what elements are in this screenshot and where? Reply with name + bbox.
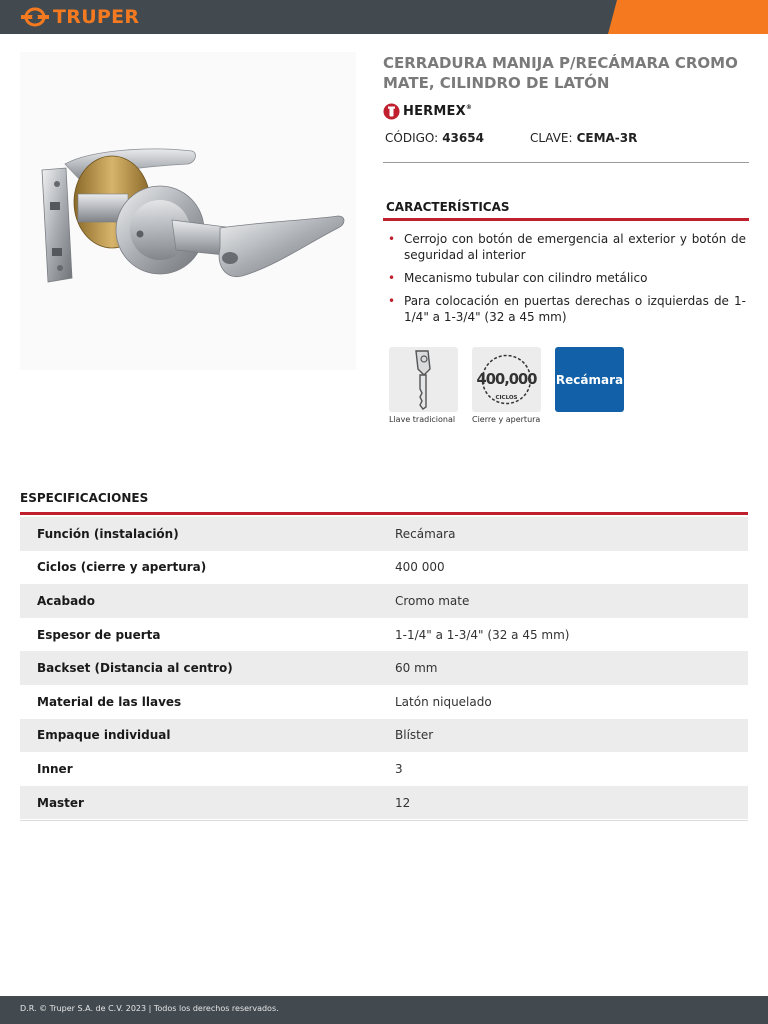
key-icon — [389, 347, 458, 412]
cycles-sub: CICLOS — [495, 395, 518, 401]
badge-traditional-key — [389, 347, 458, 412]
hermex-brand-text — [403, 104, 472, 119]
truper-logo-icon — [20, 6, 50, 28]
spec-value: Latón niquelado — [395, 694, 492, 709]
table-row — [20, 752, 748, 786]
product-code — [385, 131, 484, 145]
specs-rule — [20, 512, 748, 515]
spec-key: Empaque individual — [37, 728, 171, 743]
trademark-symbol: ® — [465, 103, 473, 111]
truper-logo[interactable] — [20, 6, 139, 28]
table-row — [20, 651, 748, 685]
hermex-brand-logo — [383, 102, 472, 120]
spec-key: Espesor de puerta — [37, 627, 161, 642]
list-item: • Cerrojo con botón de emergencia al exterior y botón de seguridad al interior — [386, 231, 746, 263]
spec-key: Inner — [37, 761, 73, 776]
table-row — [20, 786, 748, 820]
spec-key: Ciclos (cierre y apertura) — [37, 560, 207, 575]
features-heading: CARACTERÍSTICAS — [386, 200, 510, 214]
spec-value: 400 000 — [395, 560, 445, 575]
table-row — [20, 685, 748, 719]
features-list — [386, 231, 746, 332]
spec-key: Master — [37, 795, 84, 810]
table-row — [20, 719, 748, 753]
product-key-value: CEMA-3R — [576, 131, 638, 145]
table-row — [20, 618, 748, 652]
spec-value: Recámara — [395, 526, 456, 541]
spec-key: Acabado — [37, 593, 96, 608]
badge-room — [555, 347, 624, 412]
product-code-value: 43654 — [442, 131, 484, 145]
table-row — [20, 584, 748, 618]
footer-bar — [0, 996, 768, 1024]
product-key — [530, 131, 637, 145]
door-lever-lock-image — [20, 52, 356, 370]
cycles-number: 400,000 — [476, 370, 538, 388]
list-item: • Para colocación en puertas derechas o izquierdas de 1-1/4" a 1-3/4" (32 a 45 mm) — [386, 293, 746, 325]
title-divider — [383, 162, 749, 163]
spec-key: Backset (Distancia al centro) — [37, 661, 233, 676]
spec-value: Blíster — [395, 728, 434, 743]
badge-cycles — [472, 347, 541, 412]
product-title: CERRADURA MANIJA P/RECÁMARA CROMO MATE, CILINDRO DE LATÓN — [383, 54, 738, 92]
specs-table — [20, 517, 748, 819]
spec-value: 1-1/4" a 1-3/4" (32 a 45 mm) — [395, 627, 570, 642]
spec-value: 12 — [395, 795, 411, 810]
product-code-label: CÓDIGO: — [385, 131, 439, 145]
table-row — [20, 517, 748, 551]
hermex-brand-name: HERMEX — [403, 103, 466, 119]
room-tag-icon: Recámara — [555, 372, 624, 387]
specs-bottom-border — [20, 820, 748, 821]
product-codes — [385, 131, 637, 145]
header-orange-accent — [608, 0, 768, 34]
top-header-bar — [0, 0, 768, 34]
spec-value: Cromo mate — [395, 593, 470, 608]
product-image — [20, 52, 356, 370]
badge-cycles-label: Cierre y apertura — [472, 415, 541, 424]
spec-value: 60 mm — [395, 661, 438, 676]
spec-key: Material de las llaves — [37, 694, 182, 709]
list-item: • Mecanismo tubular con cilindro metálico — [386, 270, 746, 286]
badge-traditional-key-label: Llave tradicional — [389, 415, 456, 424]
spec-value: 3 — [395, 761, 403, 776]
table-row — [20, 551, 748, 585]
product-key-label: CLAVE: — [529, 131, 573, 145]
copyright-text: D.R. © Truper S.A. de C.V. 2023 | Todos los derechos reservados. — [20, 1004, 279, 1013]
specs-heading: ESPECIFICACIONES — [20, 491, 149, 505]
spec-key: Función (instalación) — [37, 526, 179, 541]
features-rule — [383, 218, 749, 221]
truper-logo-text: TRUPER — [53, 6, 140, 28]
cycles-counter-icon — [472, 347, 541, 412]
hermex-logo-icon — [383, 103, 400, 120]
